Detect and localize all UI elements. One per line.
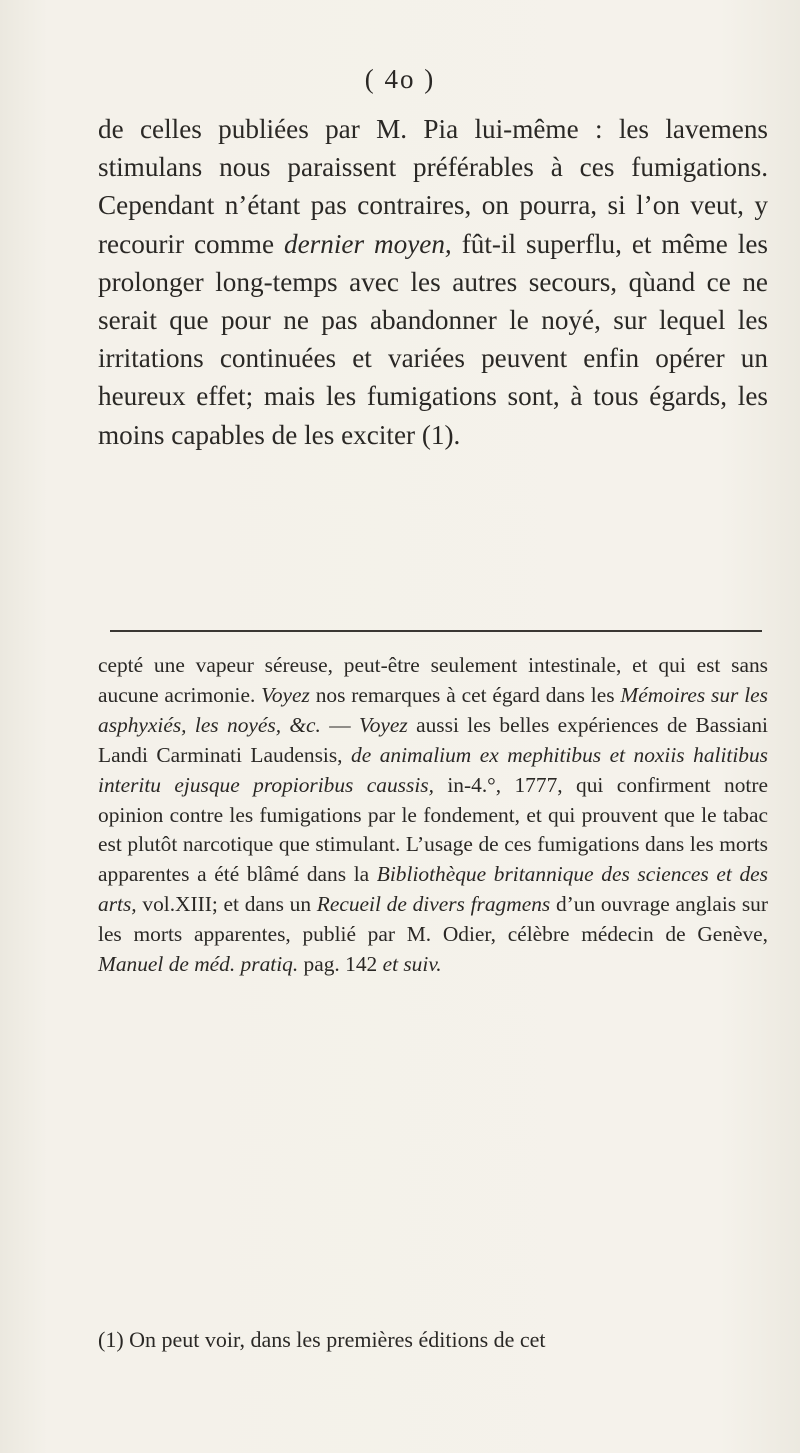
fn-italic-recueil: Recueil de divers fragmens bbox=[316, 892, 551, 917]
footnote-separator bbox=[110, 630, 762, 632]
footnote-continuation bbox=[98, 651, 768, 980]
main-paragraph bbox=[98, 110, 768, 454]
fn-text-7: aussi les belles expériences de Bassiani Landi Carminati Laudensis, bbox=[98, 712, 768, 767]
fn-italic-memoires: Mémoires sur les asphyxiés, les noyés, &c. bbox=[98, 682, 768, 737]
fn-text-9: in-4.°, 1777, qui confirment notre opinion contre les fumigations par le fondement, et qui prouvent que le tabac est plutôt narcotique que stimulant. L’usage de ces fumigations dans les morts apparentes a été blâmé dans la bbox=[98, 772, 768, 887]
footnote-1: (1) On peut voir, dans les premières éditions de cet bbox=[98, 1327, 546, 1352]
fn-italic-latin-title: de animalium ex mephitibus et noxiis halitibus interitu ejusque propioribus caussis, bbox=[98, 742, 769, 797]
body-text-2: fût-il superflu, et même les prolonger long-temps avec les autres secours, qùand ce ne serait que pour ne pas abandonner le noyé, sur lequel les irritations continuées et variées peuvent enfin opérer un heureux effet; mais les fumigations sont, à tous égards, les moins capables de les exciter (1). bbox=[98, 228, 769, 450]
body-text-1: de celles publiées par M. Pia lui-même : les lavemens stimulans nous paraissent préférables à ces fumigations. Cependant n’étant pas contraires, on pourra, si l’on veut, y recourir comme bbox=[98, 114, 768, 259]
fn-italic-et-suiv: et suiv. bbox=[382, 952, 442, 977]
body-paragraph bbox=[98, 110, 768, 454]
fn-text-1: cepté une vapeur séreuse, peut-être seulement intestinale, et qui est sans aucune acrimonie. bbox=[98, 653, 768, 707]
fn-italic-voyez-2: Voyez bbox=[359, 712, 408, 737]
body-text-italic-dernier-moyen: dernier moyen, bbox=[283, 228, 452, 259]
fn-text-15: pag. 142 bbox=[298, 952, 383, 977]
fn-italic-bibliotheque: Bibliothèque britannique des sciences et des arts, bbox=[98, 862, 768, 917]
fn-text-5: — bbox=[320, 712, 360, 737]
footnote-paragraph bbox=[98, 651, 768, 980]
fn-text-11: vol.XIII; et dans un bbox=[136, 892, 317, 917]
fn-text-13: d’un ouvrage anglais sur les morts apparentes, publié par M. Odier, célèbre médecin de Genève, bbox=[98, 892, 768, 947]
page-number: ( 4o ) bbox=[364, 64, 436, 94]
fn-text-3: nos remarques à cet égard dans les bbox=[309, 682, 621, 707]
fn-italic-voyez-1: Voyez bbox=[261, 682, 310, 707]
fn-italic-manuel: Manuel de méd. pratiq. bbox=[98, 952, 299, 977]
